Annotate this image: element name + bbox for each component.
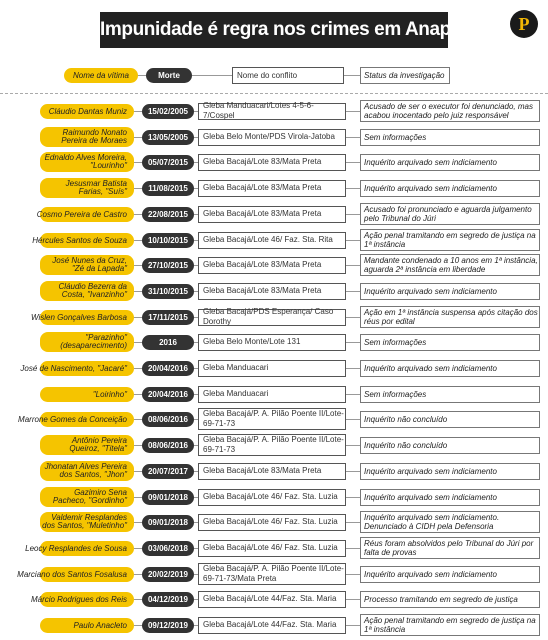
connector-line [344,75,360,76]
conflict-box [198,434,346,456]
connector-line [346,162,360,163]
investigation-status: Inquérito arquivado sem indiciamento [364,466,497,476]
victim-name: Antônio Pereira Queiroz, "Titela" [69,436,127,453]
conflict-name: Gleba Manduacari [203,363,269,372]
status-box [360,591,540,608]
death-date: 10/10/2015 [142,233,194,248]
victim-name: Gazimiro Sena Pacheco, "Gordinho" [52,488,127,505]
conflict-name: Gleba Bacajá/P. A. Pilão Poente II/Lote-69-71-73/Mata Preta [203,564,344,583]
status-box [360,229,540,251]
conflict-name: Gleba Bacajá/Lote 44/Faz. Sta. Maria [203,594,337,603]
conflict-name: Gleba Bacajá/P. A. Pilão Poente II/Lote-69-71-73 [203,435,344,454]
victim-name: Jesusmar Batista Farias, "Suís" [65,179,127,196]
conflict-box [198,591,346,608]
victim-name-pill [40,461,134,481]
conflict-name: Gleba Manduacari [203,389,269,398]
victim-name-pill [18,412,134,427]
victim-name-pill [32,233,134,248]
connector-line [134,265,142,266]
connector-line [134,548,142,549]
death-date: 08/06/2016 [142,412,194,427]
victim-name-pill [20,361,134,376]
connector-line [134,522,142,523]
investigation-status: Inquérito arquivado sem indiciamento [364,157,497,167]
connector-line [346,471,360,472]
victim-name-pill [17,567,134,582]
victim-name-pill [40,332,134,352]
status-box [360,100,540,122]
victim-name: Raimundo Nonato Pereira de Moraes [61,128,127,145]
conflict-box [198,283,346,300]
connector-line [134,137,142,138]
conflict-box [198,257,346,274]
investigation-status: Acusado de ser o executor foi denunciado, mas acabou inocentado pelo juiz responsável [364,102,533,120]
victim-name: Cláudio Dantas Muniz [48,106,127,116]
status-box [360,360,540,377]
death-date: 2016 [142,335,194,350]
investigation-status: Mandante condenado a 10 anos em 1ª instância, aguarda 2ª instância em liberdade [364,256,538,274]
victim-name: Hércules Santos de Souza [32,235,127,245]
victim-name: Jhonatan Alves Pereira dos Santos, "Jhon" [44,462,127,479]
victim-name-pill [25,541,134,556]
conflict-name: Gleba Bacajá/Lote 83/Mata Preta [203,209,322,218]
death-date: 27/10/2015 [142,258,194,273]
connector-line [346,368,360,369]
victim-name: Cosmo Pereira de Castro [36,209,127,219]
conflict-box [198,463,346,480]
conflict-box [198,206,346,223]
connector-line [346,522,360,523]
status-box [360,411,540,428]
legend-status: Status da investigação [360,67,450,84]
victim-name-pill [40,178,134,198]
victim-name: "Parazinho" (desaparecimento) [60,333,127,350]
publisher-logo: P [510,10,538,38]
victim-name: Paulo Anacleto [73,620,127,630]
conflict-box [198,232,346,249]
conflict-name: Gleba Bacajá/Lote 83/Mata Preta [203,157,322,166]
investigation-status: Sem informações [364,337,427,347]
status-box [360,180,540,197]
connector-line [346,342,360,343]
status-box [360,334,540,351]
investigation-status: Réus foram absolvidos pelo Tribunal do Júri por falta de provas [364,539,534,557]
connector-line [346,445,360,446]
investigation-status: Ação penal tramitando em segredo de justiça na 1ª instância [364,231,536,249]
connector-line [134,574,142,575]
connector-line [134,342,142,343]
investigation-status: Inquérito arquivado sem indiciamento [364,286,497,296]
victim-name: Leocy Resplandes de Sousa [25,543,127,553]
connector-line [134,291,142,292]
conflict-name: Gleba Belo Monte/Lote 131 [203,337,301,346]
connector-line [134,317,142,318]
victim-name: Ednaldo Alves Moreira, "Lourinho" [44,153,127,170]
death-date: 03/06/2018 [142,541,194,556]
investigation-status: Inquérito arquivado sem indiciamento [364,183,497,193]
conflict-box [198,154,346,171]
connector-line [346,394,360,395]
death-date: 13/05/2005 [142,130,194,145]
investigation-status: Sem informações [364,132,427,142]
connector-line [346,317,360,318]
status-box [360,386,540,403]
conflict-name: Gleba Bacajá/PDS Esperança/ Caso Dorothy [203,307,334,326]
conflict-box [198,360,346,377]
conflict-name: Gleba Bacajá/Lote 46/ Faz. Sta. Luzia [203,492,338,501]
connector-line [134,162,142,163]
connector-line [346,188,360,189]
status-box [360,489,540,506]
victim-name: Valdemir Resplandes dos Santos, "Muletinho" [42,513,127,530]
investigation-status: Inquérito arquivado sem indiciamento [364,569,497,579]
victim-name: "Loirinho" [92,389,127,399]
status-box [360,537,540,559]
connector-line [134,214,142,215]
legend-death: Morte [146,68,192,83]
conflict-box [198,617,346,634]
victim-name-pill [40,152,134,172]
conflict-name: Gleba Bacajá/Lote 46/ Faz. Sta. Luzia [203,543,338,552]
conflict-box [198,129,346,146]
conflict-box [198,489,346,506]
connector-line [134,188,142,189]
death-date: 09/12/2019 [142,618,194,633]
death-date: 04/12/2019 [142,592,194,607]
conflict-name: Gleba Bacajá/Lote 46/ Faz. Sta. Rita [203,235,333,244]
death-date: 08/06/2016 [142,438,194,453]
death-date: 11/08/2015 [142,181,194,196]
status-box [360,306,540,328]
connector-line [134,497,142,498]
status-box [360,154,540,171]
conflict-name: Gleba Belo Monte/PDS Virola-Jatoba [203,132,335,141]
connector-line [346,265,360,266]
investigation-status: Acusado foi pronunciado e aguarda julgamento pelo Tribunal do Júri [364,205,532,223]
victim-name: Marrone Gomes da Conceição [18,414,127,424]
investigation-status: Ação em 1ª instância suspensa após citação dos réus por edital [364,308,538,326]
conflict-name: Gleba Bacajá/Lote 44/Faz. Sta. Maria [203,620,337,629]
connector-line [346,599,360,600]
status-box [360,254,540,276]
conflict-name: Gleba Bacajá/Lote 83/Mata Preta [203,466,322,475]
death-date: 20/04/2016 [142,387,194,402]
victim-name: Márcio Rodrigues dos Reis [30,594,127,604]
investigation-status: Inquérito não concluído [364,414,448,424]
conflict-box [198,386,346,403]
conflict-box [198,103,346,120]
connector-line [134,445,142,446]
connector-line [134,599,142,600]
connector-line [134,394,142,395]
conflict-box [198,540,346,557]
death-date: 09/01/2018 [142,515,194,530]
investigation-status: Inquérito arquivado sem indiciamento [364,492,497,502]
victim-name-pill [40,104,134,119]
connector-line [134,625,142,626]
victim-name: Cláudio Bezerra da Costa, "Ivanzinho" [58,282,127,299]
status-box [360,203,540,225]
victim-name-pill [40,255,134,275]
conflict-box [198,334,346,351]
connector-line [134,111,142,112]
conflict-box [198,180,346,197]
status-box [360,566,540,583]
investigation-status: Inquérito não concluído [364,440,448,450]
conflict-name: Gleba Bacajá/Lote 83/Mata Preta [203,260,322,269]
victim-name-pill [40,387,134,402]
conflict-box [198,408,346,430]
conflict-box [198,563,346,585]
connector-line [134,240,142,241]
status-box [360,463,540,480]
connector-line [346,497,360,498]
death-date: 15/02/2005 [142,104,194,119]
page-title: Impunidade é regra nos crimes em Anapu [100,12,448,48]
connector-line [134,368,142,369]
death-date: 09/01/2018 [142,490,194,505]
victim-name: Wislen Gonçalves Barbosa [31,312,127,322]
victim-name: Marciano dos Santos Fosalusa [17,569,127,579]
connector-line [134,471,142,472]
connector-line [134,419,142,420]
connector-line [138,75,146,76]
connector-line [346,214,360,215]
victim-name-pill [40,435,134,455]
status-box [360,283,540,300]
status-box [360,437,540,454]
death-date: 31/10/2015 [142,284,194,299]
connector-line [346,625,360,626]
status-box [360,614,540,636]
death-date: 22/08/2015 [142,207,194,222]
victim-name-pill [40,281,134,301]
legend [0,66,548,86]
connector-line [346,419,360,420]
victim-name: José de Nascimento, "Jacaré" [20,363,127,373]
legend-conflict: Nome do conflito [232,67,344,84]
legend-victim: Nome da vítima [64,68,138,83]
conflict-box [198,514,346,531]
investigation-status: Processo tramitando em segredo de justiça [364,594,518,604]
conflict-name: Gleba Manduacari/Lotes 4-5-6-7/Cospel [203,101,314,120]
connector-line [346,137,360,138]
status-box [360,511,540,533]
investigation-status: Inquérito arquivado sem indiciamento. Denunciado à CIDH pela Defensoria [364,513,500,531]
victim-name-pill [40,618,134,633]
victim-name-pill [40,512,134,532]
separator [0,93,548,94]
conflict-box [198,309,346,326]
death-date: 20/07/2017 [142,464,194,479]
victim-name-pill [30,592,134,607]
investigation-status: Ação penal tramitando em segredo de justiça na 1ª instância [364,616,536,634]
victim-name-pill [40,487,134,507]
victim-name-pill [36,207,134,222]
conflict-name: Gleba Bacajá/P. A. Pilão Poente II/Lote-69-71-73 [203,409,344,428]
connector-line [346,111,360,112]
conflict-name: Gleba Bacajá/Lote 83/Mata Preta [203,286,322,295]
conflict-name: Gleba Bacajá/Lote 83/Mata Preta [203,183,322,192]
investigation-status: Sem informações [364,389,427,399]
status-box [360,129,540,146]
connector-line [192,75,232,76]
death-date: 05/07/2015 [142,155,194,170]
victim-name: José Nunes da Cruz, "Zé da Lapada" [52,256,127,273]
victim-name-pill [40,127,134,147]
connector-line [346,574,360,575]
investigation-status: Inquérito arquivado sem indiciamento [364,363,497,373]
conflict-name: Gleba Bacajá/Lote 46/ Faz. Sta. Luzia [203,517,338,526]
connector-line [346,548,360,549]
death-date: 17/11/2015 [142,310,194,325]
connector-line [346,240,360,241]
connector-line [346,291,360,292]
victim-name-pill [31,310,134,325]
death-date: 20/04/2016 [142,361,194,376]
death-date: 20/02/2019 [142,567,194,582]
